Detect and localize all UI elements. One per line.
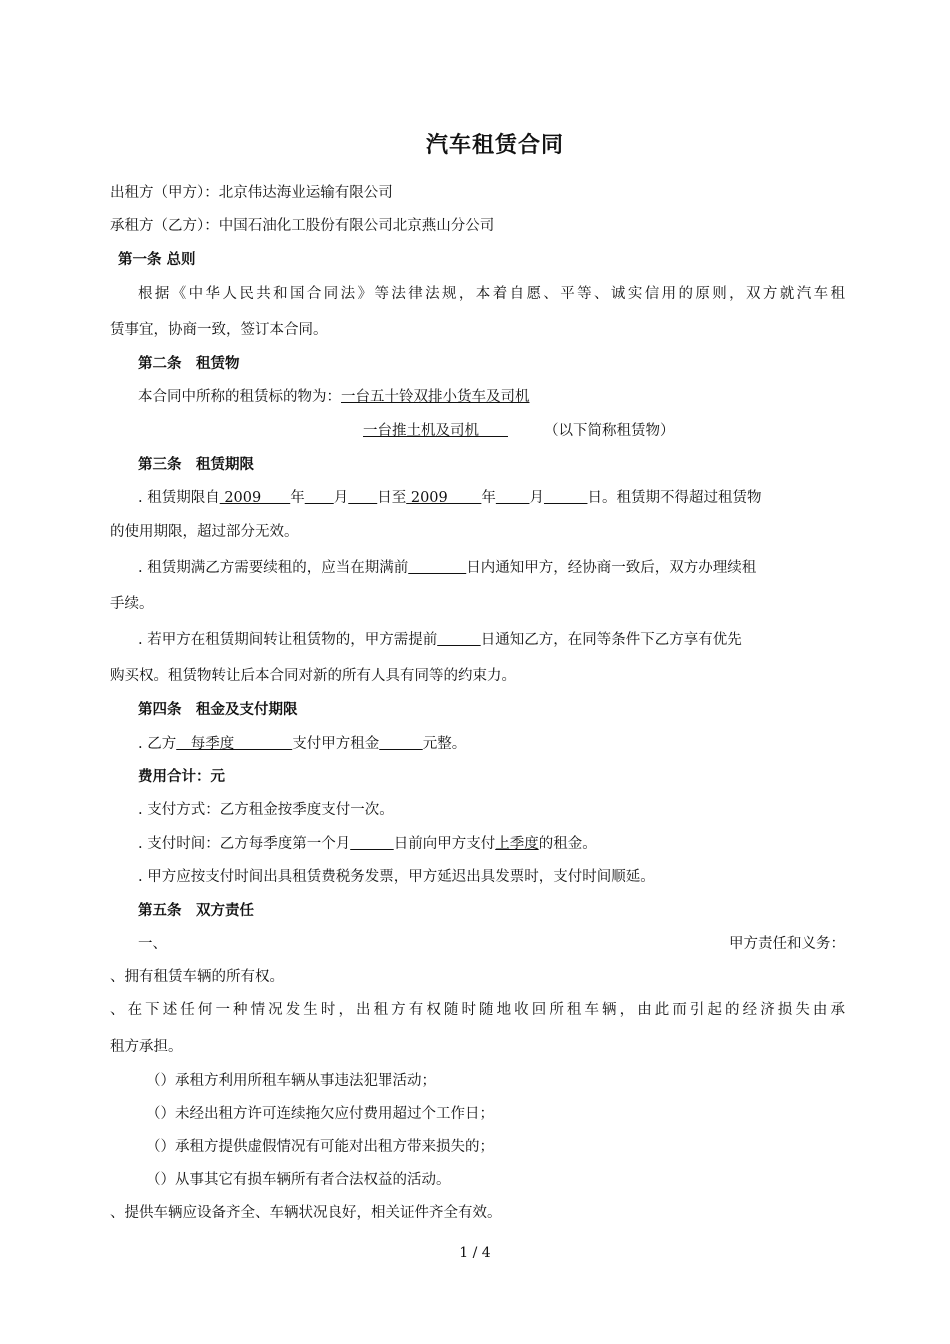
article-1-heading: 第一条 总则 xyxy=(118,252,196,268)
start-month-blank xyxy=(305,490,334,506)
text: 日内通知甲方，经协商一致后，双方办理续租 xyxy=(466,560,757,576)
end-day-blank xyxy=(544,490,588,506)
end-month-blank xyxy=(496,490,530,506)
text: . 支付时间：乙方每季度第一个月 xyxy=(138,836,351,852)
duty-item-2-line-2: 租方承担。 xyxy=(110,1039,183,1055)
text: 年 xyxy=(481,490,496,506)
start-year: 2009 xyxy=(219,490,291,506)
duty-item-3: 、提供车辆应设备齐全、车辆状况良好，相关证件齐全有效。 xyxy=(110,1205,502,1221)
rent-amount-blank xyxy=(379,736,423,752)
payment-period: 每季度 xyxy=(176,736,293,752)
article-4-heading: 第四条 租金及支付期限 xyxy=(138,702,298,718)
section-1-number: 一、 xyxy=(138,936,167,952)
notice-days-blank xyxy=(437,632,481,648)
article-2-item-1: 一台五十铃双排小货车及司机 xyxy=(341,389,530,405)
text: 支付甲方租金 xyxy=(292,736,380,752)
text: 的租金。 xyxy=(538,836,597,852)
last-quarter: 上季度 xyxy=(495,836,539,852)
text: 日前向甲方支付 xyxy=(393,836,496,852)
article-2-item-line-2 xyxy=(363,421,845,441)
lessee-line: 承租方（乙方）：中国石油化工股份有限公司北京燕山分公司 xyxy=(110,218,495,234)
duty-item-2-line-1: 、在下述任何一种情况发生时，出租方有权随时随地收回所租车辆，由此而引起的经济损失由承 xyxy=(110,1002,845,1018)
section-1-title: 甲方责任和义务： xyxy=(729,936,845,952)
text: 月 xyxy=(529,490,544,506)
text: . 租赁期满乙方需要续租的，应当在期满前 xyxy=(138,560,409,576)
invoice-clause: . 甲方应按支付时间出具租赁费税务发票，甲方延迟出具发票时，支付时间顺延。 xyxy=(138,869,655,885)
article-3-paragraph-2-line-2: 手续。 xyxy=(110,596,154,612)
article-3-paragraph-1-line-1 xyxy=(138,488,845,508)
text: 日至 xyxy=(377,490,407,506)
article-1-paragraph-line-2: 赁事宜，协商一致，签订本合同。 xyxy=(110,322,328,338)
sub-item-3: （）承租方提供虚假情况有可能对出租方带来损失的； xyxy=(146,1139,494,1155)
end-year: 2009 xyxy=(406,490,482,506)
article-3-heading: 第三条 租赁期限 xyxy=(138,457,254,473)
text: . 若甲方在租赁期间转让租赁物的，甲方需提前 xyxy=(138,632,438,648)
text: 日通知乙方，在同等条件下乙方享有优先 xyxy=(480,632,742,648)
section-1-line xyxy=(138,934,845,954)
payment-day-blank xyxy=(350,836,394,852)
article-2-suffix: （以下简称租赁物） xyxy=(544,423,675,439)
fee-total: 费用合计：元 xyxy=(138,769,225,785)
text: 月 xyxy=(333,490,349,506)
article-1-paragraph-line-1: 根据《中华人民共和国合同法》等法律法规，本着自愿、平等、诚实信用的原则，双方就汽车租 xyxy=(138,286,845,302)
sub-item-2: （）未经出租方许可连续拖欠应付费用超过个工作日； xyxy=(146,1106,494,1122)
payment-time xyxy=(138,834,845,854)
sub-item-1: （）承租方利用所租车辆从事违法犯罪活动； xyxy=(146,1073,436,1089)
start-day-blank xyxy=(348,490,377,506)
article-2-item-2-blank xyxy=(479,423,508,439)
article-3-paragraph-3-line-1 xyxy=(138,630,845,650)
article-2-heading: 第二条 租赁物 xyxy=(138,356,240,372)
article-5-heading: 第五条 双方责任 xyxy=(138,903,254,919)
article-2-item-line-1 xyxy=(138,387,845,407)
article-2-item-2: 一台推土机及司机 xyxy=(363,423,479,439)
text: 日。租赁期不得超过租赁物 xyxy=(587,490,762,506)
sub-item-4: （）从事其它有损车辆所有者合法权益的活动。 xyxy=(146,1172,451,1188)
document-title: 汽车租赁合同 xyxy=(425,133,564,158)
text: . 乙方 xyxy=(138,736,177,752)
payment-method: . 支付方式：乙方租金按季度支付一次。 xyxy=(138,802,394,818)
text: 元整。 xyxy=(422,736,467,752)
article-4-rent-line xyxy=(138,734,845,754)
article-3-paragraph-3-line-2: 购买权。租赁物转让后本合同对新的所有人具有同等的约束力。 xyxy=(110,668,516,684)
renewal-days-blank xyxy=(408,560,466,576)
duty-item-1: 、拥有租赁车辆的所有权。 xyxy=(110,969,284,985)
text: 年 xyxy=(290,490,305,506)
page-number: 1 / 4 xyxy=(459,1245,491,1261)
lessor-line: 出租方（甲方）：北京伟达海业运输有限公司 xyxy=(110,185,393,201)
article-3-paragraph-1-line-2: 的使用期限，超过部分无效。 xyxy=(110,524,299,540)
article-3-paragraph-2-line-1 xyxy=(138,558,845,578)
article-2-intro: 本合同中所称的租赁标的物为： xyxy=(138,389,341,405)
text: . 租赁期限自 xyxy=(138,490,220,506)
